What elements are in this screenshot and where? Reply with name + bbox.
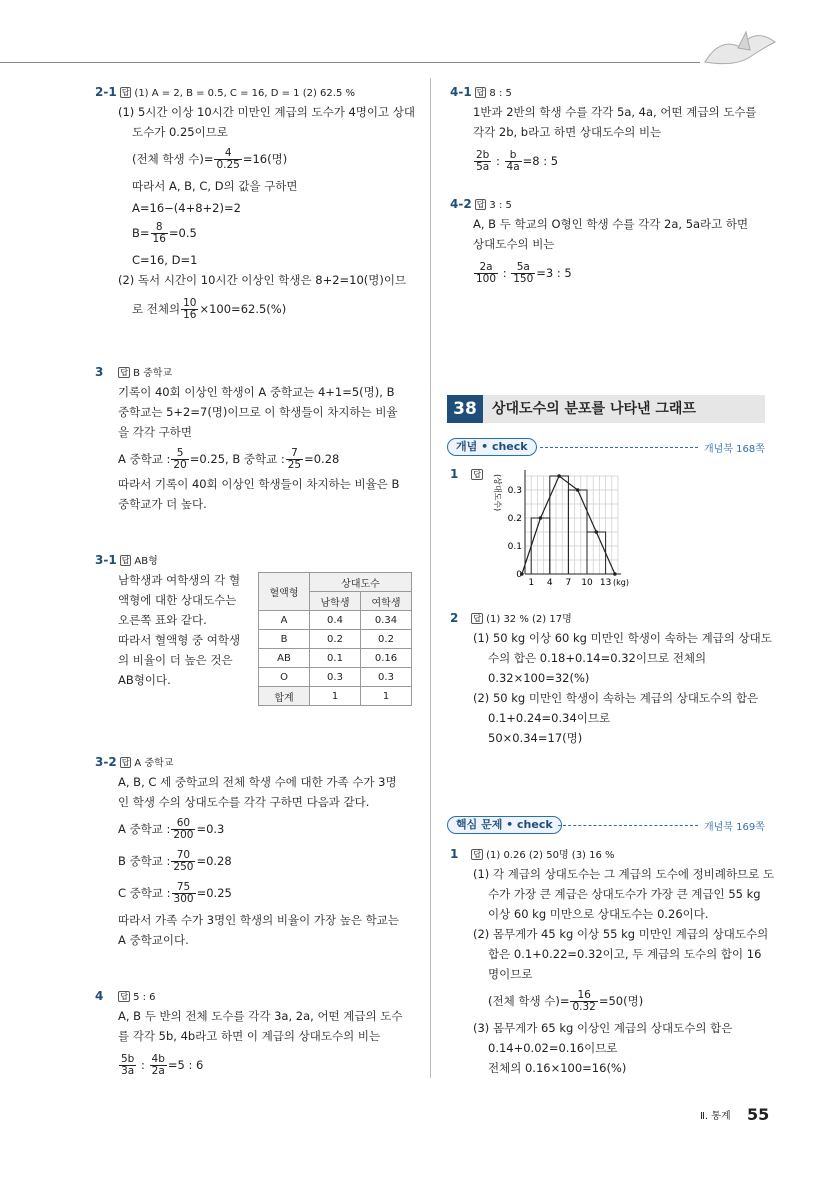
relative-frequency-chart [470,462,630,590]
table-row: 합계 1 1 [259,687,412,706]
concept-check-label: 개념 • check [447,438,537,456]
text-line: A 중학교이다. [118,933,189,947]
table-header: 혈액형 [259,573,310,611]
column-divider [430,78,431,1078]
math-line: 0.1+0.24=0.34이므로 [488,711,611,725]
math-line: 0.14+0.02=0.16이므로 [488,1041,618,1055]
dashed-rule [558,825,698,826]
x-tick-label: 4 [546,578,553,588]
table-row: B 0.2 0.2 [259,630,412,649]
math-line: (전체 학생 수)= $\frac{16}{0.32}$ =50(명) [488,989,644,1013]
math-line: 50×0.34=17(명) [488,731,583,745]
text-line: A, B 두 반의 전체 도수를 각각 3a, 2a, 어떤 계급의 도수 [118,1009,403,1023]
text-line: 1반과 2반의 학생 수를 각각 5a, 4a, 어떤 계급의 도수를 [473,105,757,119]
y-tick-label: 0.1 [507,542,522,552]
text-line: 오른쪽 표와 같다. [118,613,207,627]
table-header: 남학생 [310,592,361,611]
table-row: A 0.4 0.34 [259,611,412,630]
text-line: 의 비율이 더 높은 것은 [118,653,233,667]
y-axis-label: (상대도수) [493,474,502,512]
core-1: 1 답 (1) 0.26 (2) 50명 (3) 16 % [450,847,615,861]
math-line: C 중학교 : $\frac{75}{300}$ =0.25 [118,881,232,905]
text-line: 수가 가장 큰 계급은 상대도수가 가장 큰 계급인 55 kg [488,887,761,901]
x-axis-label: (kg) [613,578,629,587]
polygon-point [613,572,617,576]
table-header: 상대도수 [310,573,412,592]
text-line: 를 각각 5b, 4b라고 하면 이 계급의 상대도수의 비는 [118,1029,381,1043]
answer-badge: 답 [121,88,130,97]
x-tick-label: 13 [599,578,612,588]
text-line: 수의 합은 0.18+0.14=0.32이므로 전체의 [488,651,707,665]
problem-3-2: 3-2 답 A 중학교 [95,755,174,769]
math-line: A 중학교 : $\frac{60}{200}$ =0.3 [118,817,225,841]
section-number: 38 [447,395,483,423]
blood-type-table [258,572,412,706]
text-line: 따라서 가족 수가 3명인 학생의 비율이 가장 높은 학교는 [118,913,399,927]
y-tick-label: 0.2 [507,514,522,524]
problem-3-1: 3-1 답 AB형 [95,553,158,567]
math-line: B 중학교 : $\frac{70}{250}$ =0.28 [118,849,232,873]
x-tick-label: 7 [565,578,572,588]
y-tick-label: 0 [516,570,522,580]
table-row: O 0.3 0.3 [259,668,412,687]
dashed-rule [540,447,698,448]
text-line: 기록이 40회 이상인 학생이 A 중학교는 4+1=5(명), B [118,385,395,399]
header-rule [0,62,700,63]
text-line: 중학교가 더 높다. [118,497,207,511]
text-line: 중학교는 5+2=7(명)이므로 이 학생들이 차지하는 비율 [118,405,398,419]
text-line: (1) 50 kg 이상 60 kg 미만인 학생이 속하는 계급의 상대도 [473,631,772,645]
text-line: 따라서 A, B, C, D의 값을 구하면 [132,179,298,193]
text-line: (1) 5시간 이상 10시간 미만인 계급의 도수가 4명이고 상대 [118,105,415,119]
math-line: 0.32×100=32(%) [488,671,590,685]
polygon-point [557,474,561,478]
text-line: AB형이다. [118,673,171,687]
reference-label: 개념북 169쪽 [704,822,765,833]
math-line: C=16, D=1 [132,253,198,267]
text-line: 남학생과 여학생의 각 혈 [118,573,241,587]
math-line: (전체 학생 수)= $\frac{4}{0.25}$ =16(명) [132,147,288,171]
text-line: A, B, C 세 중학교의 전체 학생 수에 대한 가족 수가 3명 [118,775,397,789]
histogram-bar [587,532,606,574]
chapter-label: Ⅱ. 통계 [700,1111,731,1122]
page-number: 55 [747,1105,770,1124]
text-line: 을 각각 구하면 [118,425,192,439]
text-line: 상대도수의 비는 [473,237,555,251]
text-line: (2) 독서 시간이 10시간 이상인 학생은 8+2=10(명)이므 [118,273,407,287]
math-line: A 중학교 : $\frac{5}{20}$ =0.25, B 중학교 : $\frac{7}{25}$ =0.28 [118,447,340,471]
math-line: B= $\frac{8}{16}$ =0.5 [132,221,197,245]
text-line: 인 학생 수의 상대도수를 각각 구하면 다음과 같다. [118,795,370,809]
section-title: 상대도수의 분포를 나타낸 그래프 [492,401,696,417]
table-header: 여학생 [361,592,412,611]
math-line: A=16−(4+8+2)=2 [132,201,241,215]
table-row: AB 0.1 0.16 [259,649,412,668]
text-line: 액형에 대한 상대도수는 [118,593,237,607]
math-line: $\frac{2b}{5a}$ : $\frac{b}{4a}$ =8 : 5 [476,149,559,173]
math-line: $\frac{2a}{100}$ : $\frac{5a}{150}$ =3 : 5 [476,261,572,285]
problem-4-1: 4-1 답 8 : 5 [450,85,512,99]
text-line: A, B 두 학교의 O형인 학생 수를 각각 2a, 5a라고 하면 [473,217,749,231]
polygon-point [576,488,580,492]
text-line: 도수가 0.25이므로 [132,125,228,139]
math-line: 전체의 0.16×100=16(%) [488,1061,627,1075]
text-line: 합은 0.1+0.22=0.32이고, 두 계급의 도수의 합이 16 [488,947,762,961]
polygon-point [539,516,543,520]
concept-1: 1 답 [450,467,482,481]
x-tick-label: 10 [581,578,593,588]
polygon-point [595,530,599,534]
dragon-icon [700,22,780,72]
text-line: (2) 50 kg 미만인 학생이 속하는 계급의 상대도수의 합은 [473,691,759,705]
problem-4-2: 4-2 답 3 : 5 [450,197,512,211]
text-line: (2) 몸무게가 45 kg 이상 55 kg 미만인 계급의 상대도수의 [473,927,769,941]
reference-label: 개념북 168쪽 [704,444,765,455]
text-line: 이상 60 kg 미만으로 상대도수는 0.26이다. [488,907,709,921]
text-line: 명이므로 [488,967,533,981]
problem-3: 3 답 B 중학교 [95,365,173,379]
problem-4: 4 답 5 : 6 [95,989,156,1003]
text-line: (3) 몸무게가 65 kg 이상인 계급의 상대도수의 합은 [473,1021,733,1035]
text-line: 각각 2b, b라고 하면 상대도수의 비는 [473,125,662,139]
text-line: (1) 각 계급의 상대도수는 그 계급의 도수에 정비례하므로 도 [473,867,775,881]
core-check-label: 핵심 문제 • check [447,816,562,834]
problem-2-1: 2-1 답 (1) A = 2, B = 0.5, C = 16, D = 1 (2) 62.5 % [95,85,355,99]
concept-2: 2 답 (1) 32 % (2) 17명 [450,611,572,625]
math-line: $\frac{5b}{3a}$ : $\frac{4b}{2a}$ =5 : 6 [121,1053,204,1077]
x-tick-label: 1 [528,578,535,588]
math-line: 로 전체의 $\frac{10}{16}$ ×100=62.5(%) [132,297,287,321]
text-line: 따라서 기록이 40회 이상인 학생들이 차지하는 비율은 B [118,477,400,491]
y-tick-label: 0.3 [507,486,522,496]
text-line: 따라서 혈액형 중 여학생 [118,633,241,647]
